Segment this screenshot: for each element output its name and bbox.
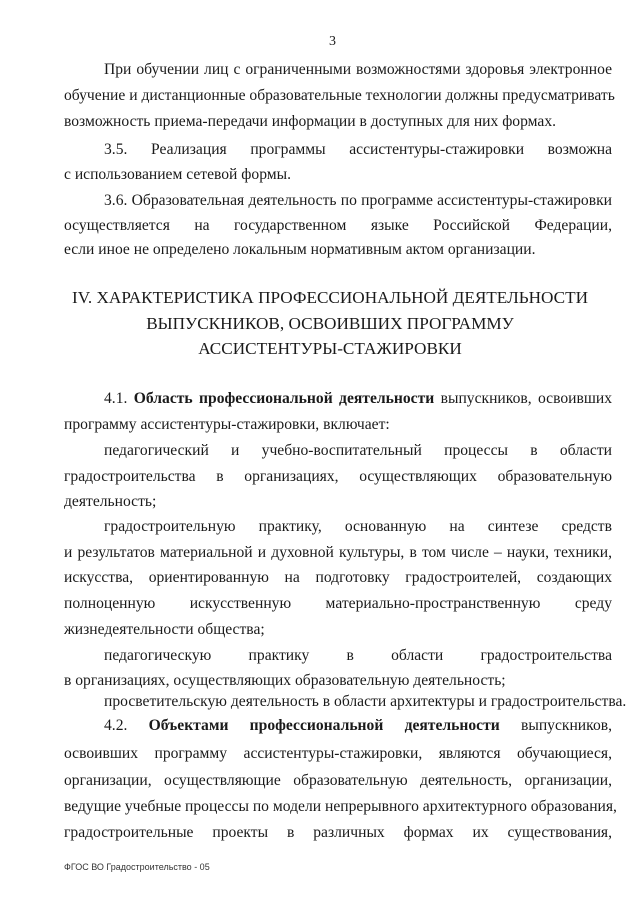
- list-item-line: градостроительную практику, основанную на синтезе средств: [104, 518, 612, 535]
- paragraph-line: [104, 716, 612, 736]
- paragraph-line: возможность приема-передачи информации в доступных для них формах.: [64, 113, 557, 130]
- list-item-line: просветительскую деятельность в области архитектуры и градостроительства.: [104, 693, 627, 710]
- clause-number: 4.2.: [104, 717, 128, 734]
- section-title-line: ВЫПУСКНИКОВ, ОСВОИВШИХ ПРОГРАММУ: [146, 314, 514, 333]
- paragraph-line: градостроительные проекты в различных формах их существования,: [64, 824, 612, 841]
- clause-number: 4.1.: [104, 390, 128, 407]
- section-title-line: АССИСТЕНТУРЫ-СТАЖИРОВКИ: [198, 339, 462, 358]
- list-item-line: полноценную искусственную материально-пространственную среду: [64, 595, 612, 612]
- paragraph-line: с использованием сетевой формы.: [64, 166, 292, 183]
- paragraph-line: если иное не определено локальным нормативным актом организации.: [64, 241, 536, 258]
- section-title-line: IV. ХАРАКТЕРИСТИКА ПРОФЕССИОНАЛЬНОЙ ДЕЯТЕЛЬНОСТИ: [72, 288, 588, 307]
- list-item-line: в организациях, осуществляющих образовательную деятельность;: [64, 672, 506, 689]
- paragraph-line: При обучении лиц с ограниченными возможностями здоровья электронное: [104, 61, 612, 78]
- paragraph-line: 3.5. Реализация программы ассистентуры-стажировки возможна: [104, 141, 612, 158]
- list-item-line: и результатов материальной и духовной культуры, в том числе – науки, техники,: [64, 544, 612, 561]
- list-item-line: педагогический и учебно-воспитательный процессы в области: [104, 442, 612, 459]
- list-item-line: деятельность;: [64, 493, 157, 510]
- list-item-line: градостроительства в организациях, осуществляющих образовательную: [64, 468, 612, 485]
- clause-text: выпускников, освоивших: [440, 390, 612, 407]
- paragraph-line: [104, 389, 612, 409]
- paragraph-line: программу ассистентуры-стажировки, включает:: [64, 416, 390, 433]
- paragraph-line: организации, осуществляющие образовательную деятельность, организации,: [64, 772, 612, 789]
- page-footer: ФГОС ВО Градостроительство - 05: [64, 862, 210, 872]
- paragraph-line: ведущие учебные процессы по модели непрерывного архитектурного образования,: [64, 798, 617, 815]
- list-item-line: педагогическую практику в области градостроительства: [104, 647, 612, 664]
- list-item-line: искусства, ориентированную на подготовку градостроителей, создающих: [64, 569, 612, 586]
- paragraph-line: осуществляется на государственном языке Российской Федерации,: [64, 217, 612, 234]
- clause-heading: Объектами профессиональной деятельности: [148, 717, 500, 734]
- clause-text: выпускников,: [520, 717, 612, 734]
- page-number: 3: [329, 34, 336, 49]
- paragraph-line: 3.6. Образовательная деятельность по программе ассистентуры-стажировки: [104, 192, 612, 209]
- paragraph-line: освоивших программу ассистентуры-стажировки, являются обучающиеся,: [64, 745, 612, 762]
- list-item-line: жизнедеятельности общества;: [64, 621, 265, 638]
- paragraph-line: обучение и дистанционные образовательные технологии должны предусматривать: [64, 87, 615, 104]
- clause-heading: Область профессиональной деятельности: [133, 390, 435, 407]
